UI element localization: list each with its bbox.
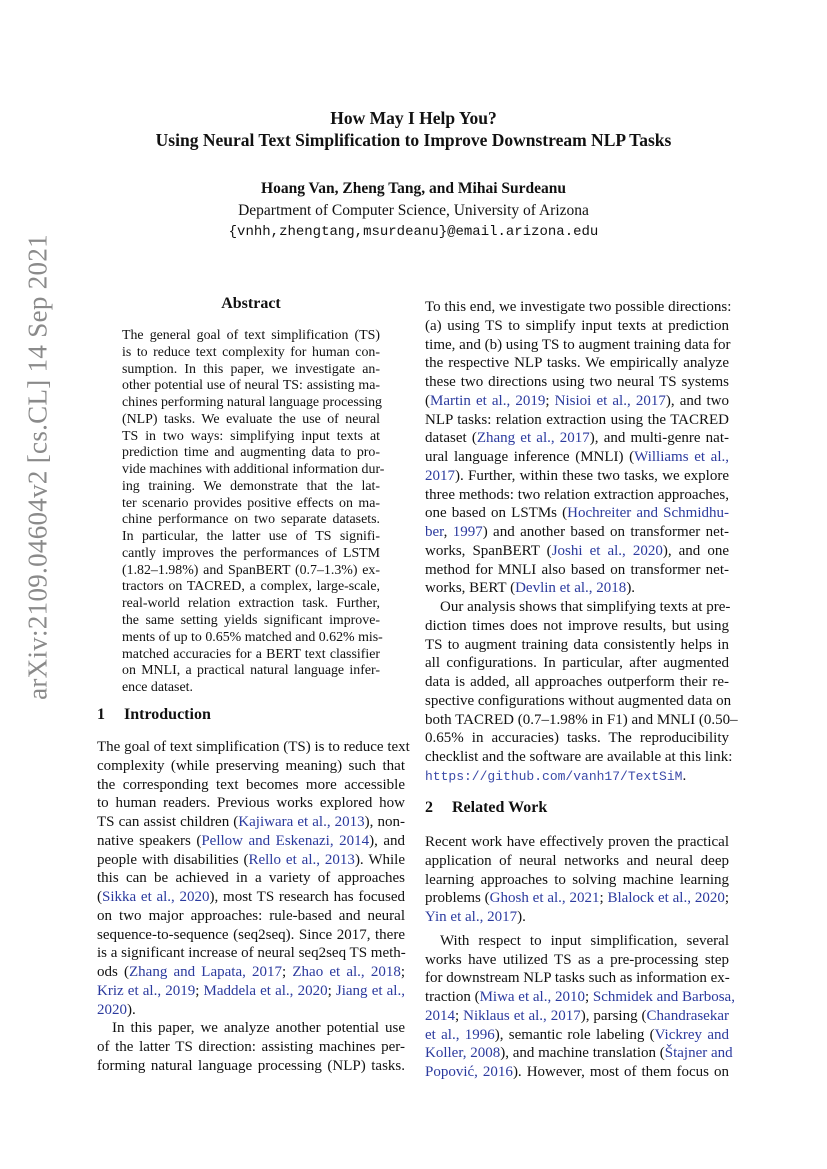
text-run: sequence-to-sequence (seq2seq). Since 2017, there [97, 926, 405, 943]
text-run: complexity (while preserving meaning) such that [97, 757, 405, 774]
citation-link[interactable]: Zhang et al., 2017 [476, 430, 590, 447]
text-run: traction ( [425, 989, 480, 1005]
text-run: 0.65% in accuracies) tasks. The reproducibility [425, 730, 729, 747]
text-line [97, 832, 405, 851]
text-run: The general goal of text simplification (TS) [122, 328, 380, 343]
citation-link[interactable]: Ghosh et al., 2021 [489, 890, 600, 907]
text-run: ). However, most of them focus on [512, 1064, 729, 1080]
paper-title-line2: Using Neural Text Simplification to Improve Downstream NLP Tasks [155, 130, 672, 150]
text-run: The goal of text simplification (TS) is to reduce text [97, 739, 410, 755]
text-run: ( [97, 889, 102, 905]
text-run: ; [455, 1007, 464, 1024]
text-run: ). While [354, 851, 406, 868]
text-line [425, 871, 729, 890]
text-run: on two major approaches: rule-based and neural [97, 907, 405, 924]
text-line [97, 869, 405, 888]
text-line [425, 748, 733, 767]
text-run: ) and another based on transformer net- [482, 524, 729, 540]
citation-link[interactable]: Devlin et al., 2018 [515, 580, 627, 597]
text-run: Our analysis shows that simplifying texts at pre- [440, 599, 731, 615]
text-line [122, 328, 380, 345]
text-run: these two directions using two neural TS systems [425, 374, 729, 390]
text-run: is to reduce text complexity for human con- [122, 344, 380, 360]
citation-link[interactable]: Kriz et al., 2019 [97, 982, 196, 999]
text-run: ), and two [665, 392, 730, 409]
text-line [122, 546, 380, 563]
text-line [122, 647, 380, 664]
text-line [97, 944, 405, 963]
text-line [425, 429, 729, 448]
text-line [122, 629, 383, 647]
text-line [122, 479, 380, 496]
citation-link[interactable]: Štajner and [664, 1045, 733, 1062]
text-line [425, 317, 729, 336]
related-work-body [425, 833, 735, 1082]
text-line [97, 982, 405, 1001]
text-run: method for MNLI also based on transformer net- [425, 561, 729, 578]
text-run: Recent work have effectively proven the practical [425, 834, 729, 850]
text-line [122, 512, 380, 529]
introduction-body [97, 738, 410, 1076]
text-run: diction times does not improve results, but using [425, 617, 729, 634]
arxiv-identifier: arXiv:2109.04604v2 [cs.CL] 14 Sep 2021 [22, 234, 53, 700]
text-run: ). Further, within these two tasks, we explore [455, 467, 729, 484]
text-line [425, 486, 729, 505]
text-line [97, 1001, 405, 1020]
text-run: time, and (b) using TS to augment training data for [425, 336, 731, 353]
citation-link[interactable]: 1997 [452, 524, 483, 540]
text-line [97, 757, 405, 776]
text-line [425, 932, 729, 951]
text-run: ). [127, 1001, 136, 1018]
section-title: Introduction [124, 706, 211, 723]
text-run: ods ( [97, 964, 129, 980]
text-run: is a significant increase of neural seq2seq TS meth- [97, 945, 406, 962]
text-run: ; [584, 989, 593, 1005]
text-line [425, 889, 729, 908]
text-run: In this paper, we analyze another potential use [112, 1020, 405, 1037]
citation-link[interactable]: Maddela et al., 2020 [203, 982, 328, 999]
text-run: ; [400, 964, 406, 980]
text-line [425, 504, 729, 523]
text-run: works, BERT ( [425, 580, 516, 597]
abstract-body [122, 328, 385, 697]
text-run: works have utilized TS as a pre-processing step [425, 951, 729, 968]
text-line [425, 561, 729, 580]
text-run: . [682, 767, 687, 784]
text-line [425, 951, 729, 970]
text-run: spective configurations without augmented data on [425, 692, 732, 709]
text-run: on MNLI, a practical natural language infer- [122, 663, 380, 679]
text-line [425, 1044, 733, 1063]
citation-link[interactable]: Popović, 2016 [425, 1064, 513, 1080]
text-line [97, 851, 405, 870]
text-run: TS can assist children ( [97, 814, 239, 830]
text-line [122, 378, 380, 395]
text-run: ). [626, 580, 636, 597]
citation-link[interactable]: et al., 1996 [425, 1026, 495, 1043]
affiliation: Department of Computer Science, University of Arizona [238, 202, 589, 219]
text-line [425, 411, 729, 430]
paragraph [97, 1019, 405, 1075]
text-line [425, 673, 729, 692]
paragraph [425, 298, 732, 598]
text-run: ; [599, 890, 608, 907]
text-line [425, 969, 729, 988]
abstract-heading: Abstract [221, 295, 281, 312]
text-run: chines performing natural language processing [122, 395, 382, 411]
paragraph [425, 932, 735, 1082]
text-line [425, 467, 729, 486]
text-run: one based on LSTMs ( [425, 505, 568, 522]
text-line [122, 445, 380, 462]
citation-link[interactable]: Vickrey and [654, 1026, 729, 1043]
text-run: ence dataset. [122, 680, 193, 696]
text-run: ). [517, 909, 526, 925]
text-run: matched accuracies for a BERT text classifier [122, 646, 380, 662]
text-run: ( [425, 392, 430, 409]
paragraph [122, 328, 385, 697]
text-run: TS to augment training data consistently helps in [425, 636, 729, 653]
text-run: three methods: two relation extraction approaches, [425, 486, 729, 503]
text-line [425, 523, 729, 542]
right-column-body [425, 298, 738, 787]
text-line [122, 596, 380, 613]
section-heading-introduction [97, 706, 211, 724]
text-line [122, 395, 380, 412]
text-run: vide machines with additional information dur- [122, 462, 385, 478]
text-run: ter scenario provides positive effects on ma- [122, 495, 380, 511]
text-line [122, 412, 380, 429]
text-run: In particular, the latter use of TS signifi- [122, 529, 380, 545]
text-run: , [443, 524, 453, 540]
text-line [122, 462, 385, 479]
text-line [97, 907, 405, 926]
text-line [425, 636, 729, 655]
citation-link[interactable]: Joshi et al., 2020 [551, 542, 663, 559]
text-run: (NLP) tasks. We evaluate the use of neural [122, 411, 380, 427]
paragraph [425, 833, 729, 927]
citation-link[interactable]: Williams et al., [634, 449, 729, 465]
citation-link[interactable]: Niklaus et al., 2017 [463, 1007, 581, 1024]
citation-link[interactable]: Nisioi et al., 2017 [554, 392, 666, 409]
text-run: (a) using TS to simplify input texts at prediction [425, 317, 729, 334]
text-run: for downstream NLP tasks such as information ex- [425, 970, 730, 987]
citation-link[interactable]: Pellow and Eskenazi, 2014 [201, 832, 370, 849]
text-run: To this end, we investigate two possible directions: [425, 299, 732, 315]
text-line [97, 963, 405, 982]
text-line [425, 542, 729, 561]
citation-link[interactable]: Koller, 2008 [425, 1045, 501, 1062]
citation-link[interactable]: 2014 [425, 1007, 455, 1024]
citation-link[interactable]: Chandrasekar [646, 1007, 729, 1024]
text-run: ; [327, 982, 336, 999]
text-run: ), semantic role labeling ( [494, 1026, 655, 1043]
text-run: real-world relation extraction task. Further, [122, 596, 380, 612]
paper-title-line1: How May I Help You? [330, 108, 497, 128]
text-line [425, 617, 729, 636]
text-run: ), most TS research has focused [209, 889, 405, 905]
text-run: ), and [369, 832, 406, 849]
paragraph [425, 598, 738, 787]
text-run: learning approaches to solving machine learning [425, 871, 729, 888]
url-link[interactable]: https://github.com/vanh17/TextSiM [425, 768, 683, 784]
text-line [425, 1026, 729, 1045]
text-line [97, 926, 405, 945]
citation-link[interactable]: Yin et al., 2017 [425, 909, 518, 925]
citation-link[interactable]: Kajiwara et al., 2013 [238, 814, 365, 830]
text-run: problems ( [425, 890, 490, 907]
text-line [425, 448, 729, 467]
text-line [425, 373, 729, 392]
text-line [425, 729, 729, 748]
text-line [97, 1038, 405, 1057]
citation-link[interactable]: Zhang and Lapata, 2017 [129, 964, 283, 980]
text-run: ), and multi-genre nat- [589, 430, 729, 447]
citation-link[interactable]: Miwa et al., 2010 [479, 989, 585, 1005]
text-run: people with disabilities ( [97, 851, 249, 868]
text-line [122, 579, 380, 596]
text-run: the respective NLP tasks. We empirically analyze [425, 355, 729, 372]
text-run: NLP tasks: relation extraction using the TACRED [425, 411, 729, 428]
text-line [425, 833, 729, 852]
section-heading-related-work [425, 799, 547, 817]
text-run: the corresponding text becomes more accessible [97, 776, 405, 793]
text-run: prediction time and augmenting data to pro- [122, 445, 380, 461]
text-line [122, 529, 380, 546]
text-line [97, 776, 405, 795]
citation-link[interactable]: Zhao et al., 2018 [292, 964, 401, 980]
text-line [425, 598, 729, 617]
text-line [425, 1063, 729, 1082]
text-run: application of neural networks and neural deep [425, 852, 729, 869]
text-run: chine performance on two separate datasets. [122, 512, 380, 528]
text-run: dataset ( [425, 430, 477, 447]
paragraph [97, 738, 410, 1019]
text-line [97, 1019, 405, 1038]
citation-link[interactable]: 2020 [97, 1001, 127, 1018]
text-line [97, 813, 405, 832]
text-line [97, 794, 405, 813]
text-run: ments of up to 0.65% matched and 0.62% mis- [122, 629, 383, 645]
text-run: (1.82–1.98%) and SpanBERT (0.7–1.3%) ex- [122, 562, 380, 578]
text-run: data is added, all approaches outperform their re- [425, 674, 729, 690]
text-line [122, 680, 380, 697]
text-run: ), non- [364, 814, 405, 830]
text-run: ; [545, 392, 555, 409]
text-line [425, 654, 729, 673]
text-line [122, 345, 380, 362]
text-run: the same setting yields significant improve- [122, 613, 380, 629]
citation-link[interactable]: Rello et al., 2013 [248, 851, 355, 868]
text-line [425, 988, 735, 1007]
text-run: ; [195, 982, 204, 999]
text-line [97, 1057, 405, 1076]
text-line [97, 888, 405, 907]
text-run: other potential use of neural TS: assisting ma- [122, 378, 380, 394]
text-run: of the latter TS direction: assisting machines per- [97, 1039, 405, 1055]
section-number: 2 [425, 799, 433, 816]
text-line [425, 298, 732, 317]
text-line [122, 663, 380, 680]
text-line [425, 908, 729, 927]
text-line [122, 613, 380, 630]
email: {vnhh,zhengtang,msurdeanu}@email.arizona.edu [228, 224, 599, 240]
text-run: ), and one [662, 542, 730, 559]
text-line [425, 579, 729, 598]
text-run: this can be achieved in a variety of approaches [97, 870, 405, 887]
text-run: works, SpanBERT ( [425, 542, 552, 559]
text-run: ; [282, 964, 293, 980]
text-run: ; [724, 890, 729, 907]
citation-link[interactable]: Hochreiter and Schmidhu- [567, 505, 729, 522]
citation-link[interactable]: 2017 [425, 467, 455, 484]
text-run: forming natural language processing (NLP) tasks. [97, 1057, 405, 1074]
text-line [425, 336, 729, 355]
section-title: Related Work [452, 799, 548, 816]
text-line [122, 563, 380, 580]
text-run: With respect to input simplification, several [440, 932, 729, 949]
text-line [425, 354, 729, 373]
text-run: ), and machine translation ( [500, 1045, 665, 1062]
text-line [97, 738, 410, 757]
text-line [425, 852, 729, 871]
text-line [425, 392, 729, 411]
text-line [122, 429, 380, 446]
text-line [122, 362, 380, 379]
text-line [122, 496, 380, 513]
text-line [425, 1007, 729, 1026]
text-run: both TACRED (0.7–1.98% in F1) and MNLI (0.50– [425, 711, 738, 728]
text-line [425, 767, 729, 787]
text-run: checklist and the software are available at this link: [425, 749, 733, 765]
section-number: 1 [97, 706, 105, 723]
text-run: TS in two ways: simplifying input texts at [122, 428, 380, 444]
text-run: tractors on TACRED, a complex, large-scale, [122, 579, 380, 595]
citation-link[interactable]: Blalock et al., 2020 [607, 890, 725, 907]
citation-link[interactable]: Jiang et al., [335, 982, 405, 999]
text-run: sumption. In this paper, we investigate an- [122, 361, 380, 377]
text-run: ing training. We demonstrate that the lat- [122, 478, 380, 494]
text-run: ural language inference (MNLI) ( [425, 449, 635, 465]
text-run: to human readers. Previous works explored how [97, 795, 405, 812]
citation-link[interactable]: Sikka et al., 2020 [102, 889, 210, 905]
text-line [425, 692, 732, 711]
text-run: all configurations. In particular, after augmented [425, 655, 729, 672]
text-run: ), parsing ( [580, 1007, 647, 1024]
text-run: cantly improves the performances of LSTM [122, 545, 380, 561]
citation-link[interactable]: Martin et al., 2019 [430, 392, 546, 409]
citation-link[interactable]: Schmidek and Barbosa, [592, 989, 735, 1005]
authors: Hoang Van, Zheng Tang, and Mihai Surdeanu [261, 180, 566, 197]
text-line [425, 711, 738, 730]
text-run: native speakers ( [97, 832, 202, 849]
citation-link[interactable]: ber [425, 524, 444, 540]
